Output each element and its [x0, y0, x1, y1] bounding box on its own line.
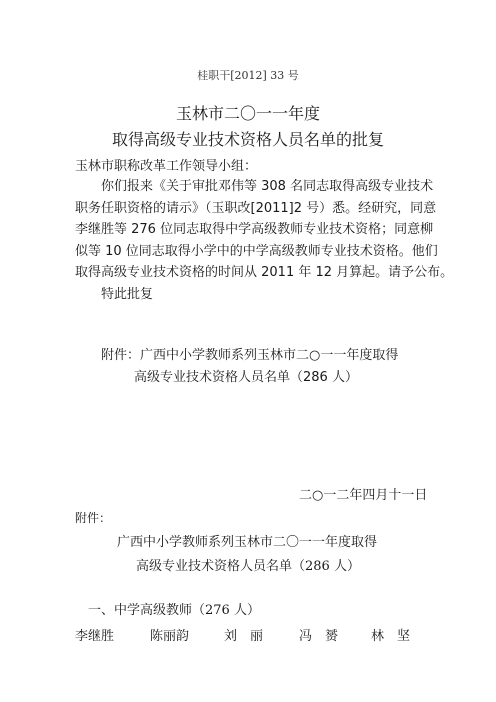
list-title-line-2: 高级专业技术资格人员名单（286 人） [136, 559, 360, 574]
name-entry: 李继胜 [75, 629, 115, 644]
attachment-label: 附件： [75, 511, 112, 525]
body-line: 取得高级专业技术资格的时间从 2011 年 12 月算起。请予公布。 [75, 265, 454, 281]
section-heading: 一、中学高级教师（276 人） [88, 603, 260, 618]
body-line: 李继胜等 276 位同志取得中学高级教师专业技术资格；同意柳 [75, 222, 434, 238]
body-line: 职务任职资格的请示》（玉职改[2011]2 号）悉。经研究，同意 [75, 200, 437, 216]
title-line-2: 取得高级专业技术资格人员名单的批复 [111, 130, 384, 149]
name-entry: 冯 赟 [299, 629, 339, 644]
addressee: 玉林市职称改革工作领导小组： [75, 159, 258, 174]
name-entry: 林 坚 [371, 629, 411, 644]
body-paragraph [75, 176, 454, 306]
list-title-line-1: 广西中小学教师系列玉林市二〇一一年度取得 [117, 535, 378, 550]
name-entry: 刘 丽 [224, 629, 264, 644]
attachment-line-1: 附件：广西中小学教师系列玉林市二○一一年度取得 [101, 348, 399, 363]
title-line-1: 玉林市二〇一一年度 [175, 104, 320, 123]
document-number: 桂职干[2012] 33 号 [197, 69, 299, 82]
name-entry: 陈丽韵 [150, 629, 190, 644]
body-line: 你们报来《关于审批邓伟等 308 名同志取得高级专业技术 [101, 179, 434, 194]
body-line: 似等 10 位同志取得小学中的中学高级教师专业技术资格。他们 [75, 243, 438, 259]
issue-date: 二○一二年四月十一日 [299, 488, 428, 503]
body-line: 特此批复 [101, 286, 154, 302]
attachment-line-2: 高级专业技术资格人员名单（286 人） [134, 370, 358, 385]
